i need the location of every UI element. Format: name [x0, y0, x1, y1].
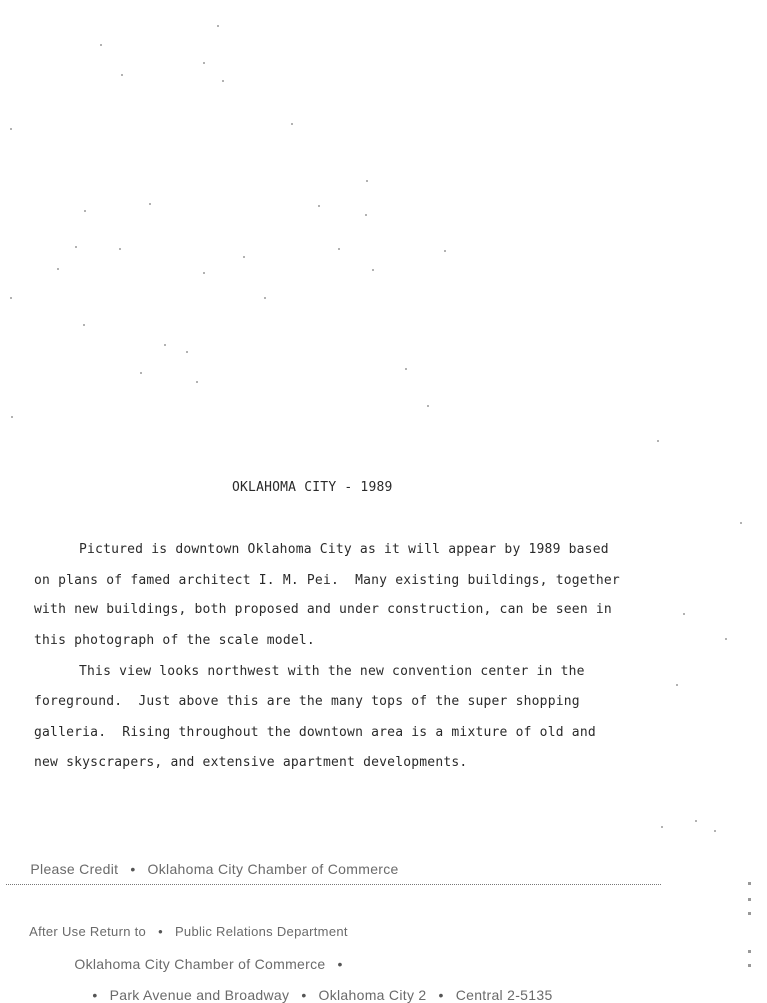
paragraph-line: foreground. Just above this are the many tops of the super shopping — [34, 694, 580, 709]
org-name: Oklahoma City Chamber of Commerce — [74, 956, 326, 972]
phone: Central 2-5135 — [455, 987, 553, 1003]
paragraph-line: This view looks northwest with the new convention center in the — [79, 664, 585, 679]
bullet-icon: • — [301, 987, 307, 1003]
bullet-icon: • — [158, 924, 163, 939]
document-title: OKLAHOMA CITY - 1989 — [232, 480, 393, 495]
bullet-icon: • — [438, 987, 444, 1003]
divider — [6, 884, 661, 885]
credit-line — [22, 845, 399, 877]
bullet-icon: • — [337, 956, 343, 972]
bullet-icon: • — [92, 987, 98, 1003]
return-label: After Use Return to — [29, 924, 147, 939]
margin-mark — [748, 898, 751, 901]
margin-mark — [748, 882, 751, 885]
credit-label: Please Credit — [30, 861, 119, 877]
margin-mark — [748, 912, 751, 915]
paragraph-line: Pictured is downtown Oklahoma City as it will appear by 1989 based — [79, 542, 609, 557]
return-line — [22, 909, 348, 939]
paragraph-line: this photograph of the scale model. — [34, 633, 315, 648]
paragraph-line: on plans of famed architect I. M. Pei. Many existing buildings, together — [34, 573, 620, 588]
margin-mark — [748, 950, 751, 953]
margin-mark — [748, 964, 751, 967]
org-line — [66, 940, 355, 972]
address-line — [72, 971, 553, 1003]
address: Park Avenue and Broadway — [109, 987, 290, 1003]
paragraph-line: new skyscrapers, and extensive apartment developments. — [34, 755, 468, 770]
bullet-icon: • — [130, 861, 136, 877]
paragraph-line: with new buildings, both proposed and under construction, can be seen in — [34, 602, 612, 617]
credit-org: Oklahoma City Chamber of Commerce — [147, 861, 399, 877]
city: Oklahoma City 2 — [318, 987, 427, 1003]
return-department: Public Relations Department — [174, 924, 348, 939]
paragraph-line: galleria. Rising throughout the downtown area is a mixture of old and — [34, 725, 596, 740]
